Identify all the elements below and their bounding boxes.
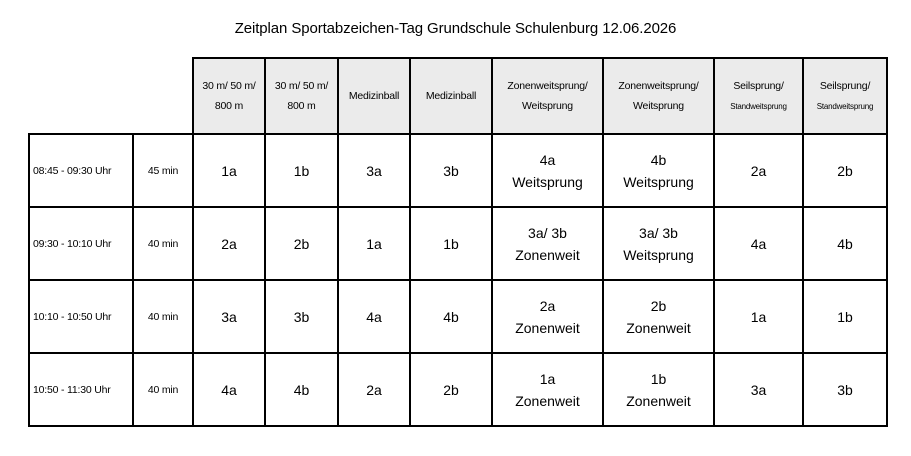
class-assignment-cell <box>714 207 803 280</box>
class-assignment-cell <box>803 280 887 353</box>
column-header <box>265 58 338 134</box>
column-header <box>193 58 265 134</box>
class-assignment-cell <box>603 353 714 426</box>
class-assignment-cell <box>492 353 603 426</box>
station-note: Zonenweit <box>515 319 580 336</box>
column-header-line1: Seilsprung/ <box>819 79 871 92</box>
class-label: 1a <box>221 162 237 179</box>
column-header-line2: Standweitsprung <box>730 101 787 111</box>
station-note: Weitsprung <box>623 246 694 263</box>
time-slot-cell: 10:50 - 11:30 Uhr <box>29 353 133 426</box>
schedule-table <box>28 57 888 427</box>
class-label: 2b <box>650 297 667 314</box>
class-assignment-cell <box>265 353 338 426</box>
class-label: 4a <box>221 381 237 398</box>
station-note: Zonenweit <box>626 392 691 409</box>
class-label: 4a <box>539 151 556 168</box>
class-label: 4b <box>837 235 853 252</box>
class-label: 2b <box>837 162 853 179</box>
class-label: 1b <box>650 370 667 387</box>
empty-corner-cell <box>29 58 133 134</box>
class-assignment-cell <box>714 134 803 207</box>
class-assignment-cell <box>193 134 265 207</box>
class-label: 3b <box>293 308 310 325</box>
class-assignment-cell <box>265 280 338 353</box>
column-header-line2: Weitsprung <box>633 100 684 112</box>
header-row <box>29 58 887 134</box>
class-assignment-cell <box>492 207 603 280</box>
class-label: 1a <box>366 235 382 252</box>
class-assignment-cell <box>338 207 410 280</box>
class-label: 3a/ 3b <box>639 224 678 241</box>
class-assignment-cell <box>265 134 338 207</box>
class-assignment-cell <box>803 353 887 426</box>
class-assignment-cell <box>492 134 603 207</box>
empty-corner-cell <box>133 58 193 134</box>
class-label: 1b <box>837 308 853 325</box>
class-label: 4a <box>366 308 382 325</box>
class-assignment-cell <box>193 353 265 426</box>
table-row <box>29 134 887 207</box>
class-label: 2b <box>443 381 459 398</box>
column-header-line1: Medizinball <box>348 90 400 102</box>
class-assignment-cell <box>603 207 714 280</box>
class-assignment-cell <box>265 207 338 280</box>
station-note: Zonenweit <box>626 319 691 336</box>
class-label: 4b <box>293 381 310 398</box>
class-label: 2a <box>221 235 237 252</box>
column-header-line1: Zonenweitsprung/ <box>507 80 588 92</box>
column-header <box>803 58 887 134</box>
duration-cell: 40 min <box>133 353 193 426</box>
class-assignment-cell <box>603 134 714 207</box>
class-label: 1b <box>443 235 459 252</box>
class-assignment-cell <box>803 207 887 280</box>
class-label: 1a <box>750 308 767 325</box>
class-label: 2a <box>750 162 767 179</box>
class-assignment-cell <box>410 280 492 353</box>
class-assignment-cell <box>410 134 492 207</box>
time-slot-cell: 09:30 - 10:10 Uhr <box>29 207 133 280</box>
table-row <box>29 207 887 280</box>
class-label: 2a <box>366 381 382 398</box>
column-header <box>492 58 603 134</box>
class-assignment-cell <box>714 353 803 426</box>
class-label: 3a/ 3b <box>528 224 567 241</box>
class-assignment-cell <box>338 134 410 207</box>
duration-cell: 45 min <box>133 134 193 207</box>
class-assignment-cell <box>410 207 492 280</box>
class-label: 3b <box>443 162 459 179</box>
class-label: 3a <box>221 308 237 325</box>
column-header <box>410 58 492 134</box>
duration-cell: 40 min <box>133 280 193 353</box>
class-label: 3a <box>366 162 382 179</box>
column-header-line2: 800 m <box>287 100 316 112</box>
time-slot-cell: 08:45 - 09:30 Uhr <box>29 134 133 207</box>
class-label: 4a <box>750 235 767 252</box>
station-note: Weitsprung <box>623 173 694 190</box>
class-label: 3b <box>837 381 853 398</box>
column-header-line2: Standweitsprung <box>816 101 874 111</box>
column-header <box>338 58 410 134</box>
station-note: Weitsprung <box>512 173 583 190</box>
column-header <box>603 58 714 134</box>
class-assignment-cell <box>338 280 410 353</box>
class-assignment-cell <box>410 353 492 426</box>
column-header-line1: Seilsprung/ <box>733 79 784 92</box>
class-label: 1a <box>539 370 556 387</box>
class-assignment-cell <box>193 207 265 280</box>
column-header-line1: Zonenweitsprung/ <box>618 80 699 92</box>
class-label: 4b <box>443 308 459 325</box>
column-header-line1: 30 m/ 50 m/ <box>274 80 329 92</box>
column-header <box>714 58 803 134</box>
class-label: 4b <box>650 151 667 168</box>
class-assignment-cell <box>492 280 603 353</box>
station-note: Zonenweit <box>515 246 580 263</box>
class-assignment-cell <box>338 353 410 426</box>
table-row <box>29 280 887 353</box>
column-header-line2: 800 m <box>214 100 244 112</box>
class-label: 1b <box>293 162 310 179</box>
class-assignment-cell <box>714 280 803 353</box>
table-row <box>29 353 887 426</box>
class-label: 2b <box>293 235 310 252</box>
column-header-line1: Medizinball <box>425 90 477 102</box>
station-note: Zonenweit <box>515 392 580 409</box>
class-assignment-cell <box>803 134 887 207</box>
column-header-line2: Weitsprung <box>522 100 573 112</box>
class-assignment-cell <box>603 280 714 353</box>
class-assignment-cell <box>193 280 265 353</box>
class-label: 3a <box>750 381 767 398</box>
time-slot-cell: 10:10 - 10:50 Uhr <box>29 280 133 353</box>
page-title: Zeitplan Sportabzeichen-Tag Grundschule Schulenburg 12.06.2026 <box>234 20 677 37</box>
class-label: 2a <box>539 297 556 314</box>
duration-cell: 40 min <box>133 207 193 280</box>
column-header-line1: 30 m/ 50 m/ <box>202 80 256 92</box>
